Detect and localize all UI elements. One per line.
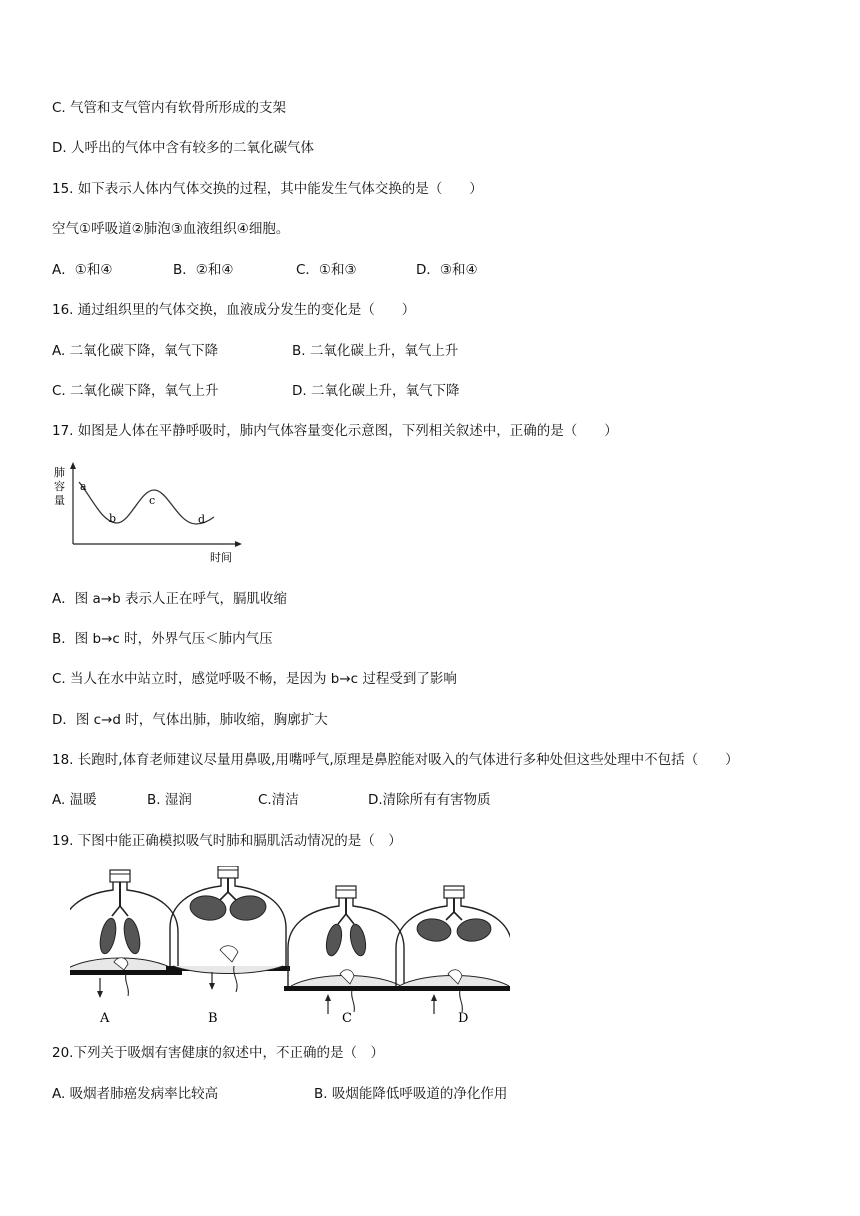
q18-option-d: D.清除所有有害物质 — [368, 792, 491, 808]
q20-option-b: B. 吸烟能降低呼吸道的净化作用 — [314, 1086, 508, 1102]
jar-label-c: C — [342, 1011, 352, 1026]
q20-option-a: A. 吸烟者肺癌发病率比较高 — [52, 1086, 219, 1102]
q17-option-a: A．图 a→b 表示人正在呼气，膈肌收缩 — [52, 591, 287, 607]
jar-label-b: B — [208, 1011, 218, 1026]
q15-option-a: A．①和④ — [52, 262, 113, 278]
q16-option-b: B. 二氧化碳上升，氧气上升 — [292, 343, 459, 359]
graph-point-a: a — [80, 480, 87, 493]
q16-option-d: D. 二氧化碳上升，氧气下降 — [292, 383, 460, 399]
question-15-sequence: 空气①呼吸道②肺泡③血液组织④细胞。 — [52, 221, 290, 237]
graph-xlabel: 时间 — [210, 551, 232, 564]
q16-option-a: A. 二氧化碳下降，氧气下降 — [52, 343, 219, 359]
question-18: 18. 长跑时,体育老师建议尽量用鼻吸,用嘴呼气,原理是鼻腔能对吸入的气体进行多种处但这些处理中不包括（ ） — [52, 752, 739, 768]
q15-option-c: C．①和③ — [296, 262, 357, 278]
q15-option-b: B．②和④ — [173, 262, 234, 278]
jar-label-d: D — [458, 1011, 469, 1026]
question-20: 20.下列关于吸烟有害健康的叙述中，不正确的是（ ） — [52, 1045, 384, 1061]
jar-c — [284, 886, 408, 1014]
q15-option-d: D．③和④ — [416, 262, 478, 278]
q17-option-b: B．图 b→c 时，外界气压＜肺内气压 — [52, 631, 273, 647]
graph-ylabel-2: 容 — [54, 480, 65, 493]
q18-option-c: C.清洁 — [258, 792, 299, 808]
question-19: 19. 下图中能正确模拟吸气时肺和膈肌活动情况的是（ ） — [52, 833, 402, 849]
question-16: 16. 通过组织里的气体交换，血液成分发生的变化是（ ） — [52, 302, 416, 318]
q14-option-c: C. 气管和支气管内有软骨所形成的支架 — [52, 100, 287, 116]
lung-volume-graph — [52, 460, 252, 568]
jar-a — [70, 870, 182, 998]
q18-option-a: A. 温暖 — [52, 792, 97, 808]
jar-label-a: A — [100, 1011, 110, 1026]
bell-jar-figure — [70, 866, 510, 1031]
lung-volume-curve — [79, 482, 214, 524]
graph-point-b: b — [109, 512, 117, 525]
q17-option-c: C. 当人在水中站立时，感觉呼吸不畅，是因为 b→c 过程受到了影响 — [52, 671, 457, 687]
graph-point-c: c — [149, 494, 156, 507]
q17-option-d: D．图 c→d 时，气体出肺，肺收缩，胸廓扩大 — [52, 712, 328, 728]
question-17: 17. 如图是人体在平静呼吸时，肺内气体容量变化示意图，下列相关叙述中，正确的是（ ） — [52, 423, 618, 439]
q18-option-b: B. 湿润 — [147, 792, 192, 808]
graph-ylabel-1: 肺 — [54, 466, 65, 479]
q14-option-d: D. 人呼出的气体中含有较多的二氧化碳气体 — [52, 140, 314, 156]
question-15: 15. 如下表示人体内气体交换的过程，其中能发生气体交换的是（ ） — [52, 181, 483, 197]
graph-point-d: d — [198, 513, 206, 526]
graph-ylabel-3: 量 — [54, 494, 65, 507]
jar-b — [166, 866, 290, 992]
jar-d — [392, 886, 510, 1014]
q16-option-c: C. 二氧化碳下降，氧气上升 — [52, 383, 219, 399]
graph-x-arrow — [235, 541, 242, 547]
graph-y-arrow — [70, 462, 76, 469]
